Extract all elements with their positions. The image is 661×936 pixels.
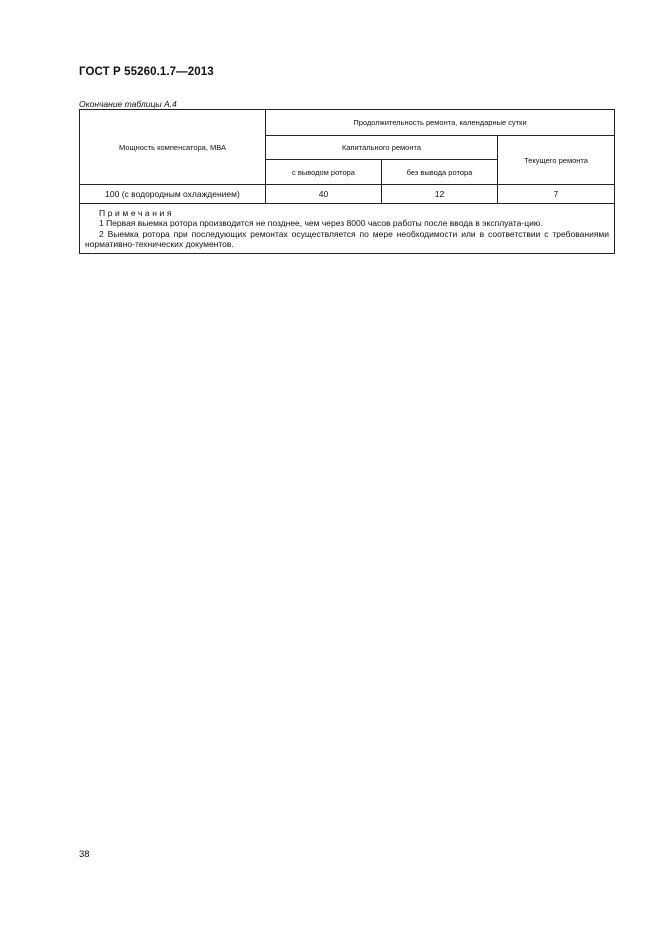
power-column-header: Мощность компенсатора, МВА	[80, 110, 266, 185]
current-repair-cell: 7	[498, 185, 615, 204]
current-repair-header: Текущего ремонта	[498, 136, 615, 185]
notes-block	[80, 204, 615, 254]
power-cell: 100 (с водородным охлаждением)	[80, 185, 266, 204]
page-number: 38	[79, 849, 90, 860]
without-rotor-removal-header: без вывода ротора	[382, 160, 498, 185]
without-rotor-cell: 12	[382, 185, 498, 204]
note-item-1: 1 Первая выемка ротора производится не позднее, чем через 8000 часов работы после ввода в эксплуата-цию.	[99, 218, 543, 228]
capital-repair-header: Капитального ремонта	[266, 136, 498, 160]
duration-header: Продолжительность ремонта, календарные сутки	[266, 110, 615, 136]
repair-duration-table	[79, 109, 615, 254]
table-caption: Окончание таблицы А.4	[79, 99, 177, 109]
note-item-2: 2 Выемка ротора при последующих ремонтах осуществляется по мере необходимости или в соответствии с требованиями нормативно-технических документов.	[85, 228, 610, 249]
document-code: ГОСТ Р 55260.1.7—2013	[79, 66, 214, 78]
notes-title: Примечания	[99, 208, 175, 218]
with-rotor-removal-header: с выводом ротора	[266, 160, 382, 185]
table-row	[80, 185, 615, 204]
with-rotor-cell: 40	[266, 185, 382, 204]
